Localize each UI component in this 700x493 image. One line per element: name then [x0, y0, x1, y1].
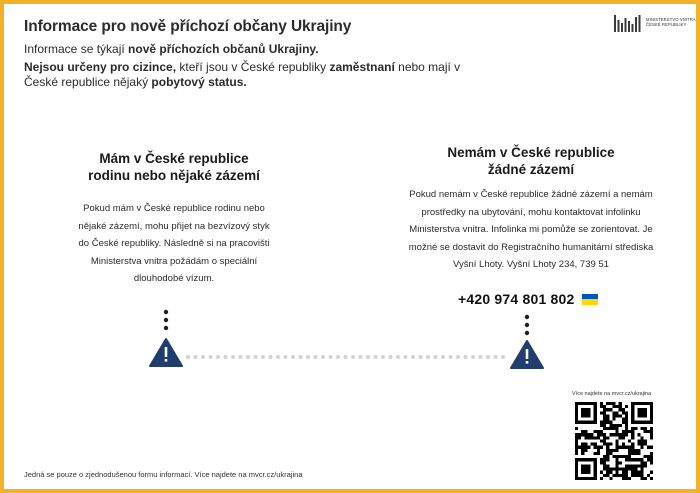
info-sheet	[4, 4, 696, 489]
intro-line-1	[24, 42, 319, 56]
right-heading-line-2: žádné zázemí	[487, 162, 575, 177]
logo-line-2: ČESKÉ REPUBLIKY	[646, 22, 687, 27]
page-title: Informace pro nově příchozí občany Ukrajiny	[24, 18, 352, 35]
left-heading	[74, 150, 274, 184]
horizontal-dots	[186, 355, 505, 359]
right-heading	[406, 144, 656, 178]
right-body: Pokud nemám v České republice žádné zázemí a nemám prostředky na ubytování, mohu kontaktovat infolinku Ministerstva vnitra. Infolinka mi pomůže se zorientovat. Je možné se dostavit do Registračního humanitární střediska Vyšní Lhoty. Vyšní Lhoty 234, 739 51	[408, 189, 654, 270]
qr-label: Více najdete na mvcr.cz/ukrajina	[572, 391, 652, 397]
intro-bold-1: Nejsou určeny pro cizince,	[24, 60, 177, 74]
footer-note: Jedná se pouze o zjednodušenou formu informací. Více najdete na mvcr.cz/ukrajina	[24, 470, 303, 479]
left-heading-line-1: Mám v České republice	[99, 151, 249, 166]
left-heading-line-2: rodinu nebo nějaké zázemí	[88, 168, 260, 183]
ministry-logo-text	[646, 17, 696, 27]
right-heading-line-1: Nemám v České republice	[447, 145, 615, 160]
right-vertical-dots	[525, 315, 529, 335]
right-warning-icon	[511, 341, 543, 368]
family-in-czech-section	[74, 150, 274, 288]
qr-code-icon[interactable]	[573, 402, 655, 480]
ukraine-flag-icon	[582, 294, 598, 305]
logo-line-1: MINISTERSTVO VNITRA	[646, 17, 696, 22]
timeline-connector	[144, 309, 564, 369]
intro-text-1: kteří jsou v České republiky	[176, 60, 330, 74]
intro-line-1-text: Informace se týkají	[24, 42, 129, 56]
helpline-row	[458, 291, 598, 307]
helpline-phone[interactable]: +420 974 801 802	[458, 291, 575, 307]
intro-line-2	[24, 60, 484, 90]
left-vertical-dots	[164, 310, 168, 330]
intro-bold-2: zaměstnaní	[329, 60, 395, 74]
intro-line-1-bold: nově příchozích občanů Ukrajiny.	[128, 42, 319, 56]
left-body: Pokud mám v České republice rodinu nebo nějaké zázemí, mohu přijet na bezvízový styk do České republiky. Následně si na pracovišti Ministerstva vnitra požádám o speciální dlouhodobé vízum.	[78, 203, 270, 284]
left-warning-icon	[150, 339, 182, 366]
intro-text-2: nebo mají v České republice nějaký	[24, 60, 461, 89]
intro-bold-3: pobytový status.	[151, 75, 247, 89]
no-background-section	[406, 144, 656, 274]
